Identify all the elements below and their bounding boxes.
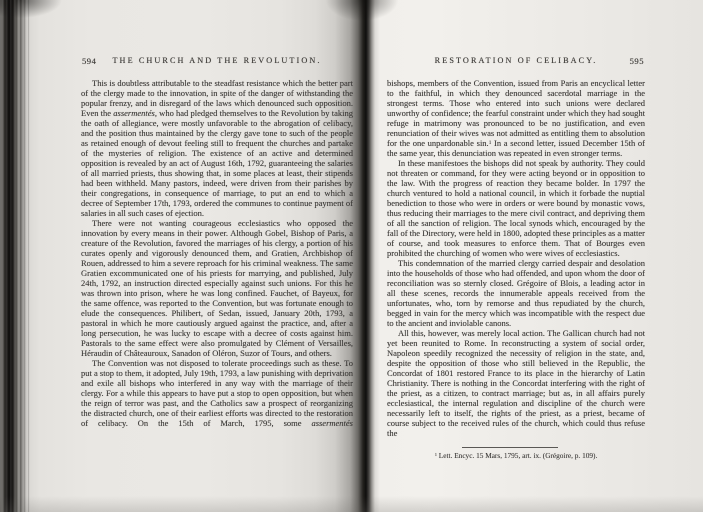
footnote-rule	[462, 447, 558, 448]
footnote-marker: 1	[434, 452, 437, 458]
right-page-header	[387, 56, 645, 67]
paragraph: This is doubtless attributable to the steadfast resistance which the better part of the clergy made to the innovation, in spite of the danger of withstanding the popular frenzy, and in disregard of the laws which denounced such opposition. Even the assermentés, who had pledged themselves to the Revolution by taking the oath of allegiance, were mostly unfavorable to the abrogation of celibacy, and the position thus maintained by the clergy gave tone to such of the people as retained enough of devout feeling still to frequent the churches and partake of the mysteries of religion. The existence of an active and determined opposition is revealed by an act of August 16th, 1792, guaranteeing the salaries of all married priests, thus showing that, in some places at least, their stipends had been withheld. Many pastors, indeed, were driven from their parishes by their congregations, in consequence of marriage, to put an end to which a decree of September 17th, 1793, ordered the communes to continue payment of salaries in all such cases of ejection.	[81, 78, 353, 218]
left-page-number: 594	[82, 56, 97, 66]
right-page-number: 595	[629, 56, 644, 66]
page-stack-edge	[0, 0, 30, 512]
right-page	[387, 56, 645, 461]
footnote	[387, 452, 645, 461]
paragraph: There were not wanting courageous ecclesiastics who opposed the innovation by every means in their power. Although Gobel, Bishop of Paris, a creature of the Revolution, favored the marriages of his clergy, a portion of his curates openly and vigorously denounced them, and Gratien, Archbishop of Rouen, addressed to him a severe reproach for his criminal weakness. The same Gratien excommunicated one of his priests for marrying, and published, July 24th, 1792, an instruction directed especially against such unions. For this he was thrown into prison, where he was long confined. Fauchet, of Bayeux, for the same offence, was reported to the Convention, but was fortunate enough to elude the consequences. Philibert, of Sedan, issued, January 20th, 1793, a pastoral in which he more cautiously argued against the practice, and, after a long persecution, he was lucky to escape with a decree of costs against him. Pastorals to the same effect were also promulgated by Clément of Versailles, Héraudin of Châteauroux, Sanadon of Oléron, Suzor of Tours, and others.	[81, 218, 353, 358]
paragraph: The Convention was not disposed to tolerate proceedings such as these. To put a stop to them, it adopted, July 19th, 1793, a law punishing with deprivation and exile all bishops who interfered in any way with the marriage of their clergy. For a while this appears to have put a stop to open opposition, but when the reign of terror was past, and the Catholics saw a prospect of reorganizing the distracted church, one of their earliest efforts was directed to the restoration of celibacy. On the 15th of March, 1795, some assermentés	[81, 358, 353, 428]
paragraph: This condemnation of the married clergy carried despair and desolation into the households of those who had offended, and upon whom the door of reconciliation was so sternly closed. Grégoire of Blois, a leading actor in all these scenes, records the innumerable appeals received from the unfortunates, who, torn by remorse and thus repudiated by the church, begged in vain for the mercy which was incompatible with the respect due to the ancient and inviolable canons.	[387, 258, 645, 328]
right-text-column	[387, 78, 645, 438]
right-running-head: RESTORATION OF CELIBACY.	[434, 56, 598, 65]
left-running-head: THE CHURCH AND THE REVOLUTION.	[112, 56, 322, 65]
left-page	[81, 56, 353, 428]
paragraph: All this, however, was merely local action. The Gallican church had not yet been reunited to Rome. In reconstructing a system of social order, Napoleon speedily recognized the necessity of religion in the state, and, despite the opposition of those who still believed in the Republic, the Concordat of 1801 restored France to its place in the hierarchy of Latin Christianity. There is nothing in the Concordat interfering with the right of the priest, as a citizen, to contract marriage; but as, in all affairs purely ecclesiastical, the internal regulation and discipline of the church were necessarily left to itself, the rights of the priest, as a priest, became of course subject to the received rules of the church, which could thus refuse the	[387, 328, 645, 438]
paragraph: In these manifestoes the bishops did not speak by authority. They could not threaten or command, for they were acting beyond or in opposition to the law. With the progress of reaction they became bolder. In 1797 the church ventured to hold a national council, in which it forbade the nuptial benediction to those who were in orders or were bound by monastic vows, thus reducing their marriages to the mere civil contract, and depriving them of all the sanction of religion. The local synods which, encouraged by the fall of the Directory, were held in 1800, adopted these principles as a matter of course, and took measures to enforce them. That of Bourges even prohibited the churching of women who were wives of ecclesiastics.	[387, 158, 645, 258]
left-text-column	[81, 78, 353, 428]
footnote-text: Lett. Encyc. 15 Mars, 1795, art. ix. (Grégoire, p. 109).	[436, 451, 598, 460]
paragraph: bishops, members of the Convention, issued from Paris an encyclical letter to the faithful, in which they denounced sacerdotal marriage in the strongest terms. Those who entered into such unions were declared unworthy of confidence; the fearful constraint under which they had sought refuge in matrimony was pronounced to be no justification, and even renunciation of their wives was not admitted as entitling them to absolution for the one unpardonable sin.$^1$ In a second letter, issued December 15th of the same year, this denunciation was repeated in even stronger terms.	[387, 78, 645, 158]
footnote-block	[387, 447, 645, 461]
left-page-header	[81, 56, 353, 67]
